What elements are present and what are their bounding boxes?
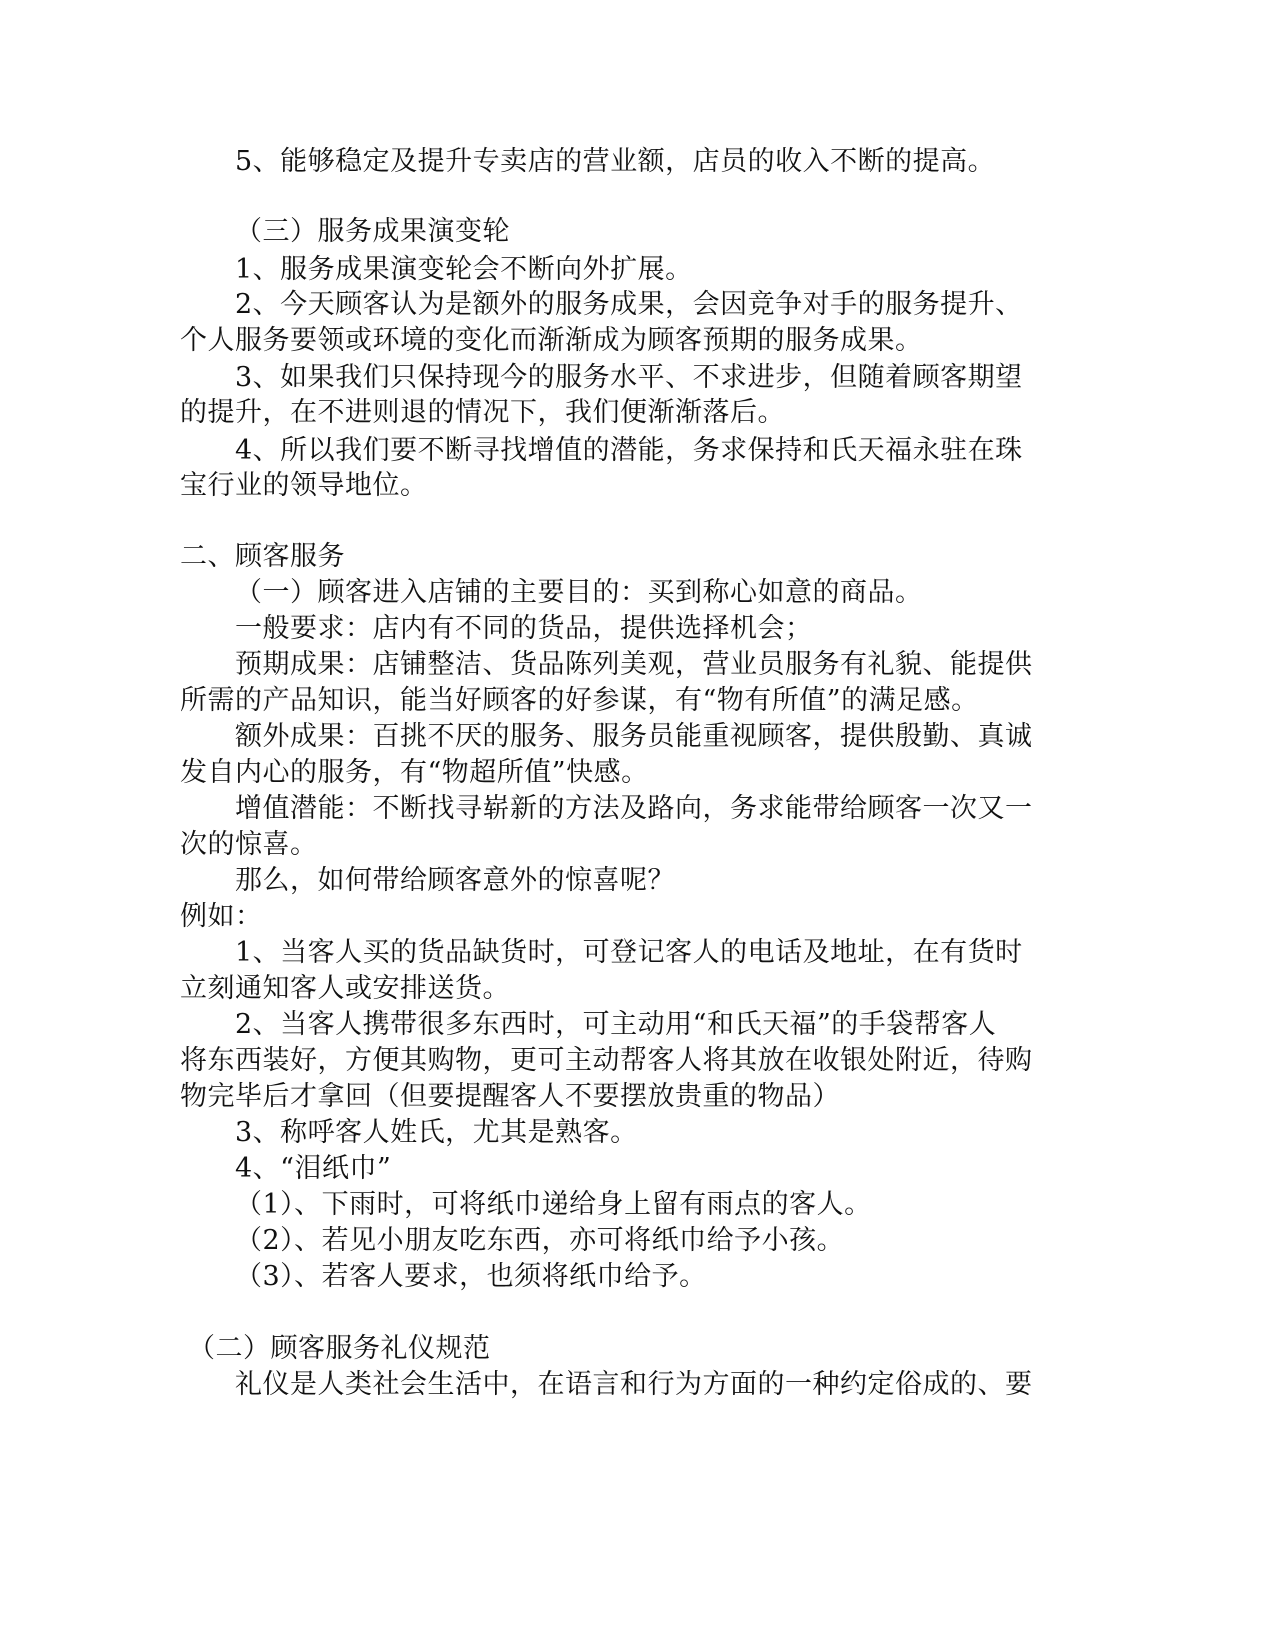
- paragraph-line: 额外成果：百挑不厌的服务、服务员能重视顾客，提供殷勤、真诚: [235, 721, 1033, 752]
- subsection-heading: （二）顾客服务礼仪规范: [188, 1333, 491, 1364]
- paragraph-line: 5、能够稳定及提升专卖店的营业额，店员的收入不断的提高。: [235, 146, 996, 177]
- subsection-heading: （一）顾客进入店铺的主要目的：买到称心如意的商品。: [235, 577, 923, 608]
- section-heading: 二、顾客服务: [180, 541, 345, 572]
- list-item: 2、当客人携带很多东西时，可主动用“和氏天福”的手袋帮客人: [235, 1009, 997, 1040]
- paragraph-line: 礼仪是人类社会生活中，在语言和行为方面的一种约定俗成的、要: [235, 1369, 1033, 1400]
- paragraph-line: 次的惊喜。: [180, 829, 318, 860]
- paragraph-line: 一般要求：店内有不同的货品，提供选择机会；: [235, 613, 813, 644]
- paragraph-line: 发自内心的服务，有“物超所值”快感。: [180, 757, 649, 788]
- list-item-continuation: 立刻通知客人或安排送货。: [180, 973, 510, 1004]
- list-item-continuation: 将东西装好，方便其购物，更可主动帮客人将其放在收银处附近，待购: [180, 1045, 1033, 1076]
- sub-list-item: （3）、若客人要求，也须将纸巾给予。: [235, 1261, 707, 1292]
- paragraph-line: 3、如果我们只保持现今的服务水平、不求进步，但随着顾客期望: [235, 362, 1023, 393]
- paragraph-line: 预期成果：店铺整洁、货品陈列美观，营业员服务有礼貌、能提供: [235, 649, 1033, 680]
- paragraph-line: 的提升，在不进则退的情况下，我们便渐渐落后。: [180, 397, 785, 428]
- paragraph-line: 4、所以我们要不断寻找增值的潜能，务求保持和氏天福永驻在珠: [235, 435, 1023, 466]
- paragraph-line: 增值潜能：不断找寻崭新的方法及路向，务求能带给顾客一次又一: [235, 793, 1033, 824]
- paragraph-line: 例如：: [180, 901, 263, 932]
- paragraph-line: 那么，如何带给顾客意外的惊喜呢？: [235, 865, 675, 896]
- list-item-continuation: 物完毕后才拿回（但要提醒客人不要摆放贵重的物品）: [180, 1081, 840, 1112]
- sub-list-item: （1）、下雨时，可将纸巾递给身上留有雨点的客人。: [235, 1189, 872, 1220]
- paragraph-line: 1、服务成果演变轮会不断向外扩展。: [235, 254, 693, 285]
- list-item: 1、当客人买的货品缺货时，可登记客人的电话及地址，在有货时: [235, 937, 1023, 968]
- paragraph-line: 个人服务要领或环境的变化而渐渐成为顾客预期的服务成果。: [180, 325, 923, 356]
- list-item: 4、“泪纸巾”: [235, 1153, 392, 1184]
- paragraph-line: 所需的产品知识，能当好顾客的好参谋，有“物有所值”的满足感。: [180, 685, 979, 716]
- list-item: 3、称呼客人姓氏，尤其是熟客。: [235, 1117, 638, 1148]
- sub-list-item: （2）、若见小朋友吃东西，亦可将纸巾给予小孩。: [235, 1225, 845, 1256]
- paragraph-line: 宝行业的领导地位。: [180, 470, 428, 501]
- section-heading: （三）服务成果演变轮: [235, 216, 510, 247]
- paragraph-line: 2、今天顾客认为是额外的服务成果，会因竞争对手的服务提升、: [235, 289, 1023, 320]
